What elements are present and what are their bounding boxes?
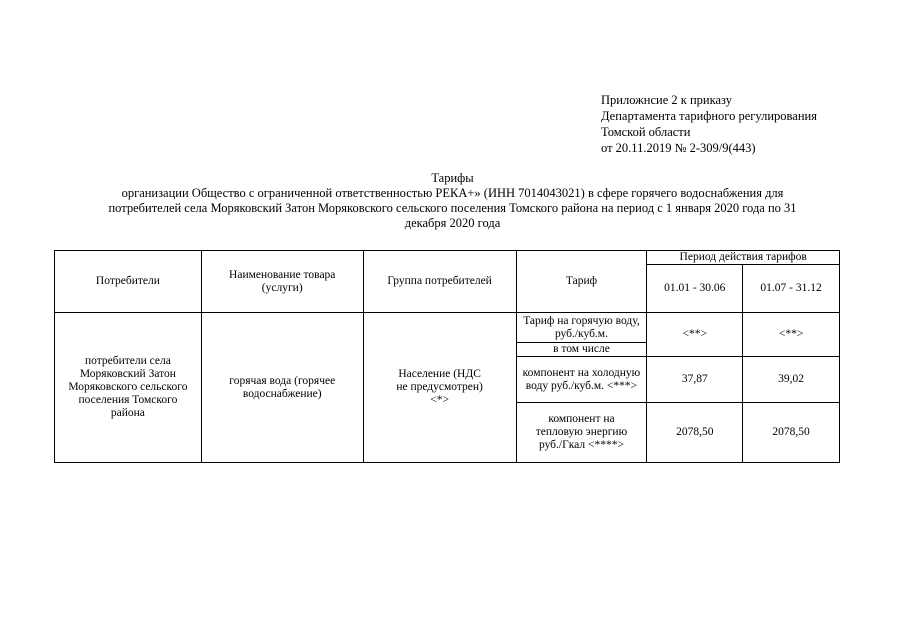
title-line-3: потребителей села Моряковский Затон Моряковского сельского поселения Томского района на период с 1 января 2020 года по 31: [108, 201, 797, 215]
order-reference-line-3: Томской области: [601, 125, 691, 139]
tariff-row-value-p1: <**>: [647, 313, 743, 357]
heat-energy-value-p2: 2078,50: [743, 403, 840, 463]
tariff-row-label: Тариф на горячую воду, руб./куб.м.: [516, 313, 647, 343]
header-period: Период действия тарифов: [647, 251, 840, 265]
document-title: [40, 171, 865, 231]
order-reference-line-1: Приложнсие 2 к приказу: [601, 93, 732, 107]
header-period-2: 01.07 - 31.12: [743, 265, 840, 313]
order-reference: [601, 92, 891, 156]
cell-goods: горячая вода (горячее водоснабжение): [201, 313, 363, 463]
title-line-1: Тарифы: [431, 171, 474, 185]
order-reference-line-2: Департамента тарифного регулирования: [601, 109, 817, 123]
tariff-table: [54, 250, 840, 463]
tariff-row-value-p2: <**>: [743, 313, 840, 357]
header-goods: Наименование товара (услуги): [201, 251, 363, 313]
cold-water-row-label: компонент на холодную воду руб./куб.м. <***>: [516, 357, 647, 403]
header-period-1: 01.01 - 30.06: [647, 265, 743, 313]
heat-energy-value-p1: 2078,50: [647, 403, 743, 463]
order-reference-line-4: от 20.11.2019 № 2-309/9(443): [601, 141, 756, 155]
cold-water-value-p1: 37,87: [647, 357, 743, 403]
cell-consumers: потребители села Моряковский Затон Моряковского сельского поселения Томского района: [55, 313, 202, 463]
header-tariff: Тариф: [516, 251, 647, 313]
title-line-2: организации Общество с ограниченной ответственностью РЕКА+» (ИНН 7014043021) в сфере горячего водоснабжения для: [121, 186, 784, 200]
cell-group: Население (НДС не предусмотрен)<*>: [363, 313, 516, 463]
including-label: в том числе: [516, 343, 647, 357]
cold-water-value-p2: 39,02: [743, 357, 840, 403]
title-line-4: декабря 2020 года: [404, 216, 501, 230]
header-group: Группа потребителей: [363, 251, 516, 313]
heat-energy-row-label: компонент на тепловую энергию руб./Гкал <****>: [516, 403, 647, 463]
header-consumers: Потребители: [55, 251, 202, 313]
